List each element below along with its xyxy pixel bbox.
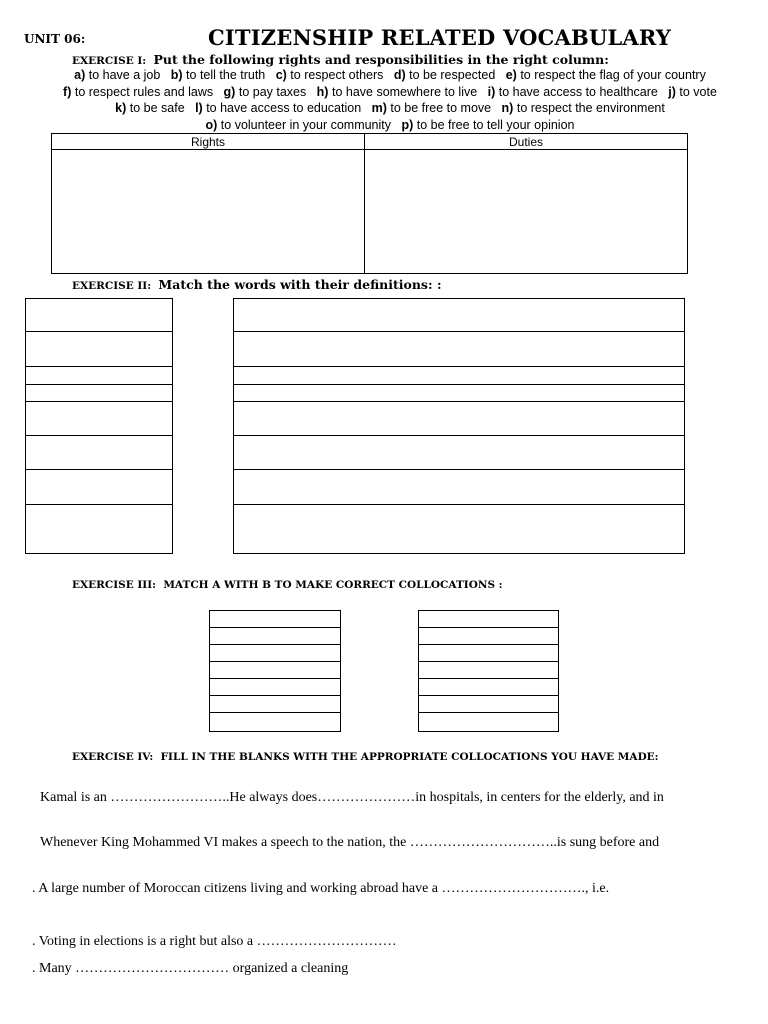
word-cell[interactable] [26,436,172,470]
unit-number: UNIT 06: [24,32,86,46]
word-cell[interactable] [26,402,172,436]
exercise-3-heading [72,579,503,591]
rights-item-letter: p) [401,117,414,132]
exercise-1-label: EXERCISE I: [72,55,147,67]
rights-item [206,118,392,132]
rights-item-text: to be free to tell your opinion [416,117,575,132]
rights-item-letter: c) [275,68,287,82]
collocation-a-cell[interactable] [210,679,340,696]
rights-item-text: to tell the truth [186,68,266,82]
rights-item [488,85,658,99]
sentence-3: . A large number of Moroccan citizens living and working abroad have a …………………………., i.e. [32,881,610,896]
rights-item [502,101,665,115]
exercise-4-heading [72,751,659,763]
rights-item [276,68,384,82]
word-cell[interactable] [26,332,172,367]
word-cell[interactable] [26,367,172,385]
rights-item-text: to be respected [409,68,496,82]
rights-item [74,68,160,82]
rights-item-text: to respect others [290,68,384,82]
exercise-4-label: EXERCISE IV: [72,751,154,763]
exercise-2-instruction: Match the words with their definitions: : [158,277,442,292]
rights-item-letter: g) [223,84,236,99]
rights-item [668,85,717,99]
rights-item-text: to pay taxes [238,84,307,99]
collocation-b-column [418,610,559,732]
collocation-a-column [209,610,341,732]
rights-item-letter: b) [170,68,183,82]
rights-item [401,118,574,132]
rights-item-text: to volunteer in your community [220,117,392,132]
rights-item [394,68,495,82]
rights-item-text: to have access to healthcare [498,84,658,99]
rights-item-text: to have a job [88,68,161,82]
rights-item-text: to respect the environment [516,101,665,115]
rights-item [224,85,307,99]
definition-cell[interactable] [234,402,684,436]
definition-cell[interactable] [234,332,684,367]
exercise-1-heading [72,52,609,67]
definition-cell[interactable] [234,385,684,402]
definition-cell[interactable] [234,505,684,553]
rights-item-letter: j) [668,84,676,99]
collocation-a-cell[interactable] [210,696,340,713]
collocation-b-cell[interactable] [419,696,558,713]
collocation-a-cell[interactable] [210,662,340,679]
word-cell[interactable] [26,470,172,505]
exercise-1-instruction: Put the following rights and responsibilities in the right column: [153,52,609,67]
exercise-3-label: EXERCISE III: [72,579,156,591]
collocation-b-cell[interactable] [419,662,558,679]
rights-item-letter: m) [371,101,387,115]
rights-item-letter: e) [505,68,517,82]
duties-answer-cell[interactable] [365,150,688,274]
definition-cell[interactable] [234,436,684,470]
word-cell[interactable] [26,299,172,332]
collocation-b-cell[interactable] [419,713,558,731]
rights-item-letter: a) [74,68,86,82]
definition-cell[interactable] [234,299,684,332]
rights-item [317,85,478,99]
rights-item [171,68,266,82]
sentence-5: . Many …………………………… organized a cleaning [32,961,349,976]
word-cell[interactable] [26,385,172,402]
definition-cell[interactable] [234,367,684,385]
rights-item-letter: i) [487,84,496,99]
rights-item [372,101,492,115]
rights-item-text: to vote [679,84,717,99]
rights-column-header: Rights [52,134,365,150]
rights-item [63,85,213,99]
rights-item [115,101,185,115]
collocation-a-cell[interactable] [210,645,340,662]
rights-item [195,101,361,115]
rights-item-text: to have somewhere to live [331,84,478,99]
rights-item-letter: d) [393,68,406,82]
duties-column-header: Duties [365,134,688,150]
rights-item [506,68,706,82]
rights-item-letter: k) [115,101,127,115]
rights-item-letter: l) [195,101,203,115]
collocation-b-cell[interactable] [419,611,558,628]
collocation-b-cell[interactable] [419,645,558,662]
collocation-b-cell[interactable] [419,628,558,645]
exercise-2-label: EXERCISE II: [72,280,152,292]
rights-item-letter: h) [316,84,329,99]
rights-duties-table [51,133,688,274]
rights-item-text: to be free to move [390,101,492,115]
exercise-2-heading [72,277,442,292]
worksheet-title: CITIZENSHIP RELATED VOCABULARY [208,25,672,50]
collocation-a-cell[interactable] [210,628,340,645]
definition-cell[interactable] [234,470,684,505]
words-column [25,298,173,554]
collocation-a-cell[interactable] [210,713,340,731]
exercise-3-instruction: MATCH A WITH B TO MAKE CORRECT COLLOCATIONS : [163,579,503,591]
rights-item-letter: n) [501,101,514,115]
word-cell[interactable] [26,505,172,553]
rights-item-text: to respect the flag of your country [520,68,706,82]
rights-item-text: to be safe [129,101,185,115]
sentence-2: Whenever King Mohammed VI makes a speech to the nation, the …………………………..is sung before and [40,835,660,850]
sentence-4: . Voting in elections is a right but also a ………………………… [32,934,397,949]
rights-item-text: to respect rules and laws [74,84,214,99]
rights-answer-cell[interactable] [52,150,365,274]
exercise-1-items [30,67,750,133]
collocation-a-cell[interactable] [210,611,340,628]
definitions-column [233,298,685,554]
exercise-4-instruction: FILL IN THE BLANKS WITH THE APPROPRIATE COLLOCATIONS YOU HAVE MADE: [160,751,659,763]
rights-item-text: to have access to education [206,101,362,115]
rights-item-letter: f) [63,84,72,99]
rights-item-letter: o) [205,117,218,132]
collocation-b-cell[interactable] [419,679,558,696]
sentence-1: Kamal is an ……………………..He always does…………………in hospitals, in centers for the elderly, and in [40,790,664,805]
